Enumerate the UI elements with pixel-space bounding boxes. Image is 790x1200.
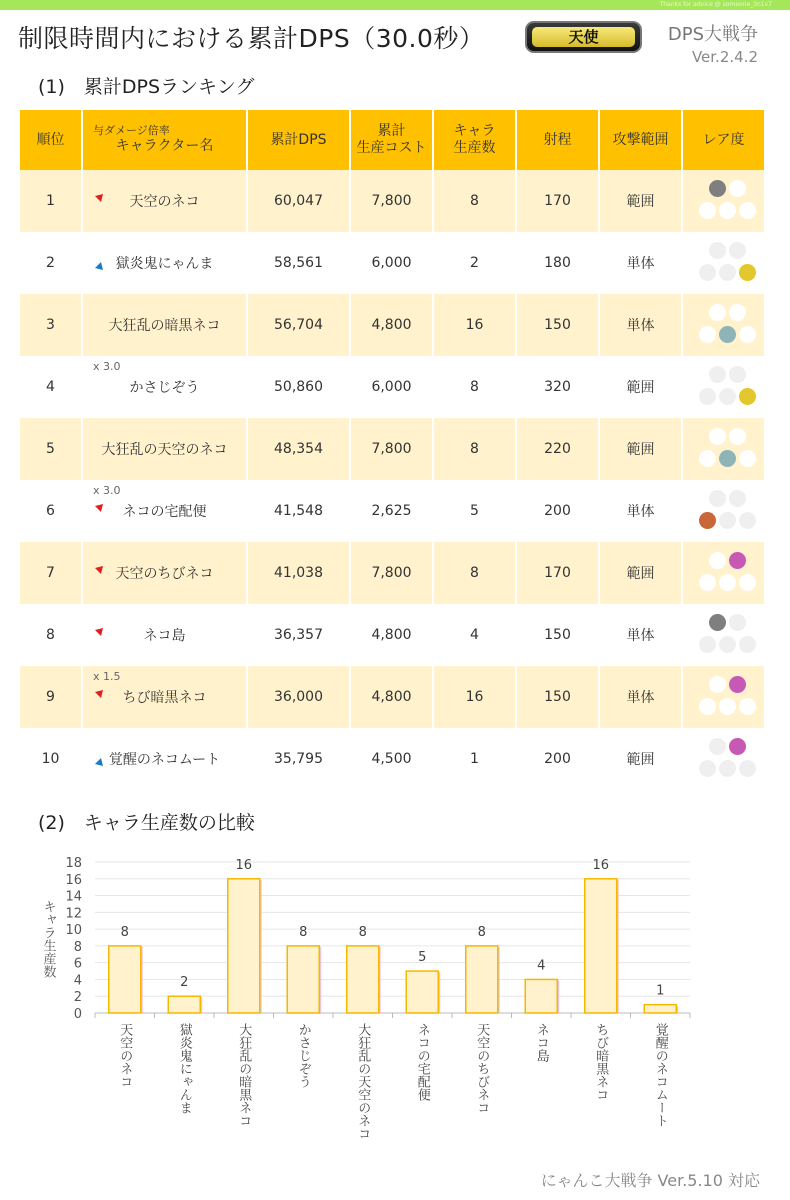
cell-rarity <box>682 480 764 542</box>
data-label: 1 <box>656 983 665 999</box>
character-name: かさじぞう <box>129 380 200 396</box>
cell-count: 2 <box>433 232 516 294</box>
x-tick-label: 覚醒のネコムート <box>652 1023 668 1127</box>
rarity-dot <box>729 366 746 383</box>
rarity-dot <box>709 490 726 507</box>
rarity-dot <box>739 574 756 591</box>
cell-range: 170 <box>516 170 599 232</box>
table-row <box>20 294 764 356</box>
cell-range: 150 <box>516 604 599 666</box>
rarity-dot-active <box>729 552 746 569</box>
cell-area: 単体 <box>599 604 682 666</box>
data-label: 5 <box>418 950 427 966</box>
stripe-credit: Thanks for advice @ someone_3n1v7 <box>659 1 772 8</box>
cell-area: 範囲 <box>599 418 682 480</box>
app-version: Ver.2.4.2 <box>691 48 758 66</box>
cell-count: 8 <box>433 356 516 418</box>
trend-up-icon <box>88 627 104 643</box>
character-name: 大狂乱の暗黒ネコ <box>108 318 221 334</box>
cell-count: 5 <box>433 480 516 542</box>
y-tick-label: 14 <box>65 889 82 905</box>
rarity-indicator <box>695 552 753 594</box>
section-heading-ranking: (1) 累計DPSランキング <box>38 76 255 98</box>
cell-cost: 4,800 <box>350 604 433 666</box>
rarity-dot <box>719 636 736 653</box>
cell-area: 範囲 <box>599 170 682 232</box>
y-tick-label: 2 <box>73 990 82 1006</box>
cell-area: 範囲 <box>599 542 682 604</box>
cell-count: 8 <box>433 170 516 232</box>
category-badge <box>525 21 642 53</box>
cell-cost: 6,000 <box>350 232 433 294</box>
rarity-indicator <box>695 304 753 346</box>
rarity-dot <box>699 760 716 777</box>
data-label: 16 <box>235 857 253 873</box>
rarity-dot <box>729 304 746 321</box>
cell-count: 4 <box>433 604 516 666</box>
cell-dps: 48,354 <box>247 418 350 480</box>
rarity-dot <box>709 552 726 569</box>
rarity-dot <box>699 264 716 281</box>
footer-compat: にゃんこ大戦争 Ver.5.10 対応 <box>540 1171 760 1190</box>
cell-rarity <box>682 542 764 604</box>
section-heading-chart: (2) キャラ生産数の比較 <box>38 812 255 834</box>
cell-name <box>82 170 247 232</box>
damage-multiplier: x 3.0 <box>93 360 121 373</box>
table-row <box>20 170 764 232</box>
rarity-dot <box>739 512 756 529</box>
col-header-dps: 累計DPS <box>247 110 350 170</box>
trend-up-icon <box>88 193 104 209</box>
rarity-dot <box>709 366 726 383</box>
trend-up-icon <box>88 503 104 519</box>
table-row <box>20 666 764 728</box>
cell-area: 範囲 <box>599 356 682 418</box>
cell-cost: 7,800 <box>350 542 433 604</box>
cell-cost: 4,800 <box>350 666 433 728</box>
col-header-count: キャラ 生産数 <box>433 110 516 170</box>
rarity-indicator <box>695 490 753 532</box>
rarity-dot <box>719 698 736 715</box>
col-header-rarity: レア度 <box>682 110 764 170</box>
table-row <box>20 604 764 666</box>
y-tick-label: 16 <box>65 872 82 888</box>
cell-name <box>82 480 247 542</box>
x-tick-label: 大狂乱の暗黒ネコ <box>236 1023 252 1127</box>
rarity-dot <box>699 636 716 653</box>
rarity-dot-active <box>709 180 726 197</box>
rarity-dot <box>729 180 746 197</box>
data-label: 8 <box>477 924 486 940</box>
rarity-dot <box>699 388 716 405</box>
rarity-dot <box>709 428 726 445</box>
rarity-dot <box>699 574 716 591</box>
cell-rank: 6 <box>20 480 82 542</box>
col-header-name-sub: 与ダメージ倍率 <box>93 123 170 137</box>
rarity-dot <box>719 760 736 777</box>
cell-range: 220 <box>516 418 599 480</box>
character-name: ネコの宅配便 <box>122 504 207 520</box>
rarity-indicator <box>695 614 753 656</box>
rarity-dot <box>709 738 726 755</box>
rarity-dot <box>699 326 716 343</box>
cell-rarity <box>682 728 764 790</box>
cell-area: 単体 <box>599 294 682 356</box>
character-name: 獄炎鬼にゃんま <box>115 256 214 272</box>
y-tick-label: 18 <box>65 856 82 871</box>
character-name: ネコ島 <box>143 628 186 644</box>
col-header-range: 射程 <box>516 110 599 170</box>
rarity-dot <box>739 202 756 219</box>
cell-rank: 4 <box>20 356 82 418</box>
cell-rank: 8 <box>20 604 82 666</box>
cell-rank: 3 <box>20 294 82 356</box>
cell-rarity <box>682 170 764 232</box>
y-tick-label: 8 <box>73 939 82 955</box>
rarity-dot-active <box>739 264 756 281</box>
rarity-dot <box>719 388 736 405</box>
bar <box>168 996 200 1013</box>
x-tick-label: かさじぞう <box>295 1023 311 1088</box>
bar <box>406 971 438 1013</box>
count-bar-chart <box>0 845 790 1150</box>
cell-name <box>82 294 247 356</box>
rarity-dot <box>729 242 746 259</box>
rarity-dot-active <box>699 512 716 529</box>
table-row <box>20 232 764 294</box>
character-name: ちび暗黒ネコ <box>122 690 207 706</box>
rarity-dot <box>699 202 716 219</box>
x-tick-label: 天空のちびネコ <box>474 1023 490 1114</box>
character-name: 天空のちびネコ <box>115 566 214 582</box>
rarity-dot <box>739 760 756 777</box>
cell-range: 320 <box>516 356 599 418</box>
cell-range: 200 <box>516 728 599 790</box>
bar <box>585 879 617 1013</box>
rarity-dot <box>719 574 736 591</box>
rarity-indicator <box>695 180 753 222</box>
y-tick-label: 4 <box>73 973 82 989</box>
cell-rarity <box>682 294 764 356</box>
y-tick-label: 10 <box>65 923 82 939</box>
bar <box>109 946 141 1013</box>
damage-multiplier: x 3.0 <box>93 484 121 497</box>
cell-dps: 36,000 <box>247 666 350 728</box>
trend-down-icon <box>88 255 104 271</box>
rarity-dot-active <box>709 614 726 631</box>
x-tick-label: 大狂乱の天空のネコ <box>355 1023 371 1140</box>
cell-name <box>82 232 247 294</box>
y-axis-label: キャラ生産数 <box>40 900 56 978</box>
app-name: DPS大戦争 <box>667 24 758 45</box>
cell-count: 1 <box>433 728 516 790</box>
x-tick-label: ネコ島 <box>533 1023 549 1062</box>
cell-name <box>82 542 247 604</box>
cell-rarity <box>682 356 764 418</box>
cell-rank: 10 <box>20 728 82 790</box>
rarity-dot <box>719 264 736 281</box>
cell-name <box>82 418 247 480</box>
data-label: 4 <box>537 958 546 974</box>
cell-rarity <box>682 666 764 728</box>
rarity-dot <box>709 242 726 259</box>
cell-dps: 36,357 <box>247 604 350 666</box>
cell-count: 16 <box>433 294 516 356</box>
cell-rarity <box>682 418 764 480</box>
cell-cost: 2,625 <box>350 480 433 542</box>
y-tick-label: 6 <box>73 956 82 972</box>
cell-count: 8 <box>433 542 516 604</box>
rarity-dot <box>719 202 736 219</box>
cell-area: 単体 <box>599 232 682 294</box>
character-name: 覚醒のネコムート <box>108 752 221 768</box>
cell-range: 150 <box>516 666 599 728</box>
rarity-dot <box>739 636 756 653</box>
cell-name <box>82 728 247 790</box>
data-label: 8 <box>358 924 367 940</box>
cell-rank: 1 <box>20 170 82 232</box>
rarity-dot <box>699 450 716 467</box>
trend-up-icon <box>88 565 104 581</box>
bar <box>347 946 379 1013</box>
category-badge-label: 天使 <box>532 27 635 47</box>
rarity-dot <box>739 698 756 715</box>
rarity-indicator <box>695 428 753 470</box>
cell-rarity <box>682 232 764 294</box>
y-tick-label: 0 <box>73 1007 82 1022</box>
cell-rank: 9 <box>20 666 82 728</box>
cell-cost: 7,800 <box>350 418 433 480</box>
rarity-indicator <box>695 676 753 718</box>
rarity-dot <box>719 512 736 529</box>
x-tick-label: ちび暗黒ネコ <box>593 1023 609 1101</box>
col-header-name-main: キャラクター名 <box>115 137 214 154</box>
table-row <box>20 480 764 542</box>
cell-area: 単体 <box>599 480 682 542</box>
col-header-name <box>82 110 247 170</box>
bar <box>466 946 498 1013</box>
cell-cost: 7,800 <box>350 170 433 232</box>
cell-name <box>82 666 247 728</box>
bar <box>525 979 557 1013</box>
table-row <box>20 418 764 480</box>
character-name: 天空のネコ <box>129 194 200 210</box>
cell-cost: 6,000 <box>350 356 433 418</box>
cell-dps: 56,704 <box>247 294 350 356</box>
rarity-dot <box>729 614 746 631</box>
trend-down-icon <box>88 751 104 767</box>
page-title: 制限時間内における累計DPS（30.0秒） <box>18 24 485 53</box>
col-header-cost: 累計 生産コスト <box>350 110 433 170</box>
rarity-dot <box>709 676 726 693</box>
rarity-dot-active <box>719 450 736 467</box>
cell-name <box>82 604 247 666</box>
data-label: 8 <box>299 924 308 940</box>
cell-name <box>82 356 247 418</box>
table-row <box>20 728 764 790</box>
rarity-dot-active <box>729 676 746 693</box>
cell-rank: 5 <box>20 418 82 480</box>
rarity-dot <box>729 490 746 507</box>
cell-dps: 58,561 <box>247 232 350 294</box>
rarity-indicator <box>695 738 753 780</box>
table-header-row <box>20 110 764 170</box>
cell-dps: 35,795 <box>247 728 350 790</box>
rarity-dot <box>729 428 746 445</box>
y-tick-label: 12 <box>65 906 82 922</box>
damage-multiplier: x 1.5 <box>93 670 121 683</box>
data-label: 16 <box>592 857 610 873</box>
top-stripe <box>0 0 790 10</box>
cell-range: 200 <box>516 480 599 542</box>
cell-cost: 4,800 <box>350 294 433 356</box>
cell-cost: 4,500 <box>350 728 433 790</box>
col-header-area: 攻撃範囲 <box>599 110 682 170</box>
cell-dps: 50,860 <box>247 356 350 418</box>
rarity-dot <box>739 326 756 343</box>
rarity-dot <box>699 698 716 715</box>
cell-rank: 7 <box>20 542 82 604</box>
rarity-dot-active <box>719 326 736 343</box>
cell-range: 170 <box>516 542 599 604</box>
cell-count: 16 <box>433 666 516 728</box>
bar <box>228 879 260 1013</box>
x-tick-label: 天空のネコ <box>117 1023 133 1088</box>
data-label: 2 <box>180 975 189 991</box>
col-header-rank: 順位 <box>20 110 82 170</box>
table-row <box>20 356 764 418</box>
rarity-dot-active <box>739 388 756 405</box>
character-name: 大狂乱の天空のネコ <box>101 442 228 458</box>
bar <box>287 946 319 1013</box>
bar <box>644 1005 676 1013</box>
cell-rarity <box>682 604 764 666</box>
cell-rank: 2 <box>20 232 82 294</box>
rarity-dot <box>709 304 726 321</box>
cell-dps: 41,548 <box>247 480 350 542</box>
cell-dps: 41,038 <box>247 542 350 604</box>
cell-area: 単体 <box>599 666 682 728</box>
trend-up-icon <box>88 689 104 705</box>
cell-dps: 60,047 <box>247 170 350 232</box>
cell-range: 180 <box>516 232 599 294</box>
x-tick-label: ネコの宅配便 <box>414 1023 430 1101</box>
rarity-indicator <box>695 242 753 284</box>
rarity-dot <box>739 450 756 467</box>
cell-count: 8 <box>433 418 516 480</box>
data-label: 8 <box>120 924 129 940</box>
dps-ranking-table <box>20 110 764 790</box>
rarity-indicator <box>695 366 753 408</box>
rarity-dot-active <box>729 738 746 755</box>
cell-area: 範囲 <box>599 728 682 790</box>
table-row <box>20 542 764 604</box>
cell-range: 150 <box>516 294 599 356</box>
x-tick-label: 獄炎鬼にゃんま <box>176 1023 192 1114</box>
